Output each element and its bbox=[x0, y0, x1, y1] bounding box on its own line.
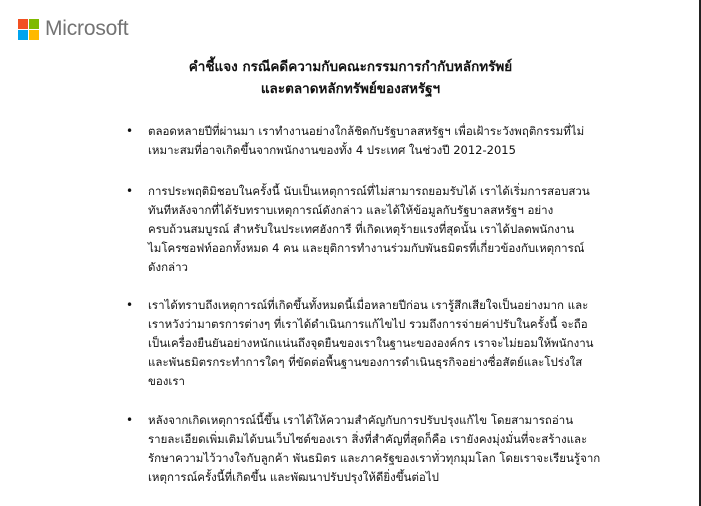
bullet-icon: • bbox=[126, 413, 134, 427]
logo-square-blue bbox=[18, 30, 28, 40]
paragraph-line: การประพฤติมิชอบในครั้งนี้ นับเป็นเหตุการณ์ที่ไม่สามารถยอมรับได้ เราได้เริ่มการสอบสวน bbox=[148, 184, 590, 198]
microsoft-logo bbox=[18, 17, 128, 41]
paragraph-line: เป็นเครื่องยืนยันอย่างหนักแน่นถึงจุดยืนของเราในฐานะขององค์กร เราจะไม่ยอมให้พนักงาน bbox=[148, 336, 594, 350]
logo-square-red bbox=[18, 19, 28, 29]
bullet-icon: • bbox=[126, 124, 134, 138]
paragraph-line: เหตุการณ์ครั้งนี้ที่เกิดขึ้น และพัฒนาปรับปรุงให้ดียิ่งขึ้นต่อไป bbox=[148, 470, 439, 484]
bullet-icon: • bbox=[126, 298, 134, 312]
paragraph-line: ของเรา bbox=[148, 374, 185, 388]
paragraph-line: ไมโครซอฟท์ออกทั้งหมด 4 คน และยุติการทำงานร่วมกับพันธมิตรที่เกี่ยวข้องกับเหตุการณ์ bbox=[148, 241, 585, 255]
paragraph-text bbox=[148, 411, 668, 487]
paragraph-line: รายละเอียดเพิ่มเติมได้บนเว็บไซต์ของเรา สิ่งที่สำคัญที่สุดก็คือ เรายังคงมุ่งมั่นที่จะสร้างและ bbox=[148, 432, 588, 446]
paragraph-line: และพันธมิตรกระทำการใดๆ ที่ขัดต่อพื้นฐานของการดำเนินธุรกิจอย่างซื่อสัตย์และโปร่งใส bbox=[148, 355, 583, 369]
bullet-icon: • bbox=[126, 184, 134, 198]
paragraph-line: ตลอดหลายปีที่ผ่านมา เราทำงานอย่างใกล้ชิดกับรัฐบาลสหรัฐฯ เพื่อเฝ้าระวังพฤติกรรมที่ไม่ bbox=[148, 124, 585, 138]
logo-square-yellow bbox=[29, 30, 39, 40]
paragraph-line: ทันทีหลังจากที่ได้รับทราบเหตุการณ์ดังกล่าว และได้ให้ข้อมูลกับรัฐบาลสหรัฐฯ อย่าง bbox=[148, 203, 554, 217]
microsoft-logo-icon bbox=[18, 19, 39, 40]
paragraph-line: เหมาะสมที่อาจเกิดขึ้นจากพนักงานของทั้ง 4 ประเทศ ในช่วงปี 2012-2015 bbox=[148, 143, 516, 157]
logo-square-green bbox=[29, 19, 39, 29]
paragraph-line: เราหวังว่ามาตรการต่างๆ ที่เราได้ดำเนินการแก้ไขไป รวมถึงการจ่ายค่าปรับในครั้งนี้ จะถือ bbox=[148, 317, 588, 331]
paragraph-text bbox=[148, 296, 668, 391]
title-line: คำชี้แจง กรณีคดีความกับคณะกรรมการกำกับหลักทรัพย์ bbox=[188, 59, 513, 75]
paragraph-line: เราได้ทราบถึงเหตุการณ์ที่เกิดขึ้นทั้งหมดนี้เมื่อหลายปีก่อน เรารู้สึกเสียใจเป็นอย่างมาก และ bbox=[148, 298, 589, 312]
paragraph-line: รักษาความไว้วางใจกับลูกค้า พันธมิตร และภาครัฐของเราทั่วทุกมุมโลก โดยเราจะเรียนรู้จาก bbox=[148, 451, 601, 465]
logo-wordmark: Microsoft bbox=[45, 17, 129, 40]
paragraph-text bbox=[148, 122, 668, 160]
document-title bbox=[0, 56, 701, 100]
paragraph-line: ครบถ้วนสมบูรณ์ สำหรับในประเทศฮังการี ที่เกิดเหตุร้ายแรงที่สุดนั้น เราได้ปลดพนักงาน bbox=[148, 222, 575, 236]
paragraph-line: หลังจากเกิดเหตุการณ์นี้ขึ้น เราได้ให้ความสำคัญกับการปรับปรุงแก้ไข โดยสามารถอ่าน bbox=[148, 413, 574, 427]
title-line: และตลาดหลักทรัพย์ของสหรัฐฯ bbox=[260, 81, 441, 97]
paragraph-text bbox=[148, 182, 668, 277]
paragraph-line: ดังกล่าว bbox=[148, 260, 189, 274]
